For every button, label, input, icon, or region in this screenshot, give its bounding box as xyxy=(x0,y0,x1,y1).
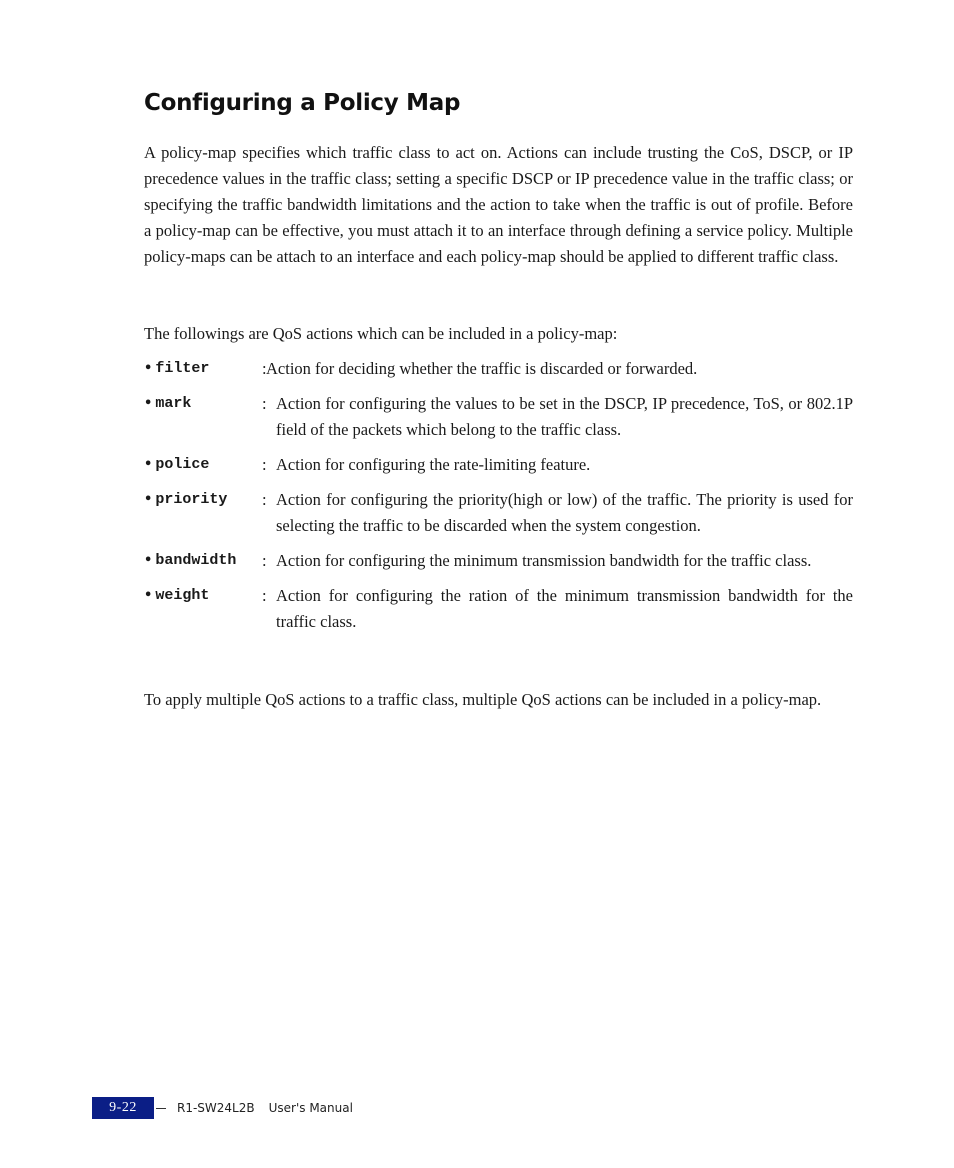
action-description: Action for configuring the minimum transmission bandwidth for the traffic class. xyxy=(276,551,812,570)
action-colon: : xyxy=(262,490,267,509)
action-term xyxy=(144,391,262,417)
action-description: Action for configuring the ration of the minimum transmission bandwidth for the traffic class. xyxy=(276,586,853,631)
actions-lead-paragraph: The followings are QoS actions which can be included in a policy-map: xyxy=(144,324,618,343)
action-term-label: bandwidth xyxy=(155,552,237,569)
action-item-weight xyxy=(144,583,853,635)
bullet-icon: • xyxy=(144,588,153,603)
action-term xyxy=(144,487,262,513)
page-footer xyxy=(92,1097,353,1119)
action-term xyxy=(144,452,262,478)
action-item-police xyxy=(144,452,853,478)
footer-manual-title: User's Manual xyxy=(268,1101,353,1115)
page-title: Configuring a Policy Map xyxy=(144,90,461,116)
action-term-label: mark xyxy=(155,395,192,412)
qos-actions-list xyxy=(144,356,853,644)
action-colon: : xyxy=(262,586,267,605)
action-term-label: priority xyxy=(155,491,228,508)
intro-paragraph: A policy-map specifies which traffic class to act on. Actions can include trusting the CoS, DSCP, or IP precedence values in the traffic class; setting a specific DSCP or IP precedence value in the traffic class; or specifying the traffic bandwidth limitations and the action to take when the traffic is out of profile. Before a policy-map can be effective, you must attach it to an interface through defining a service policy. Multiple policy-maps can be attach to an interface and each policy-map should be applied to different traffic class. xyxy=(144,143,853,266)
action-term-label: filter xyxy=(155,360,210,377)
footer-divider xyxy=(156,1108,166,1109)
action-description: Action for configuring the rate-limiting feature. xyxy=(276,455,591,474)
action-item-bandwidth xyxy=(144,548,853,574)
action-item-priority xyxy=(144,487,853,539)
footer-model-name: R1-SW24L2B xyxy=(177,1101,255,1115)
action-term xyxy=(144,548,262,574)
bullet-icon: • xyxy=(144,361,153,376)
action-term xyxy=(144,356,262,382)
action-description: Action for configuring the priority(high or low) of the traffic. The priority is used for selecting the traffic to be discarded when the system congestion. xyxy=(276,490,853,535)
action-colon: : xyxy=(262,551,267,570)
bullet-icon: • xyxy=(144,553,153,568)
page-number: 9-22 xyxy=(92,1097,154,1119)
closing-paragraph: To apply multiple QoS actions to a traffic class, multiple QoS actions can be included in a policy-map. xyxy=(144,690,822,709)
bullet-icon: • xyxy=(144,396,153,411)
bullet-icon: • xyxy=(144,457,153,472)
bullet-icon: • xyxy=(144,492,153,507)
action-description: Action for configuring the values to be set in the DSCP, IP precedence, ToS, or 802.1P field of the packets which belong to the traffic class. xyxy=(276,394,853,439)
action-colon: : xyxy=(262,394,267,413)
action-item-filter xyxy=(144,356,853,382)
action-term xyxy=(144,583,262,609)
action-colon: : xyxy=(262,455,267,474)
action-item-mark xyxy=(144,391,853,443)
action-description: Action for deciding whether the traffic is discarded or forwarded. xyxy=(266,359,698,378)
action-term-label: weight xyxy=(155,587,210,604)
action-term-label: police xyxy=(155,456,210,473)
action-colon: : xyxy=(262,359,267,378)
